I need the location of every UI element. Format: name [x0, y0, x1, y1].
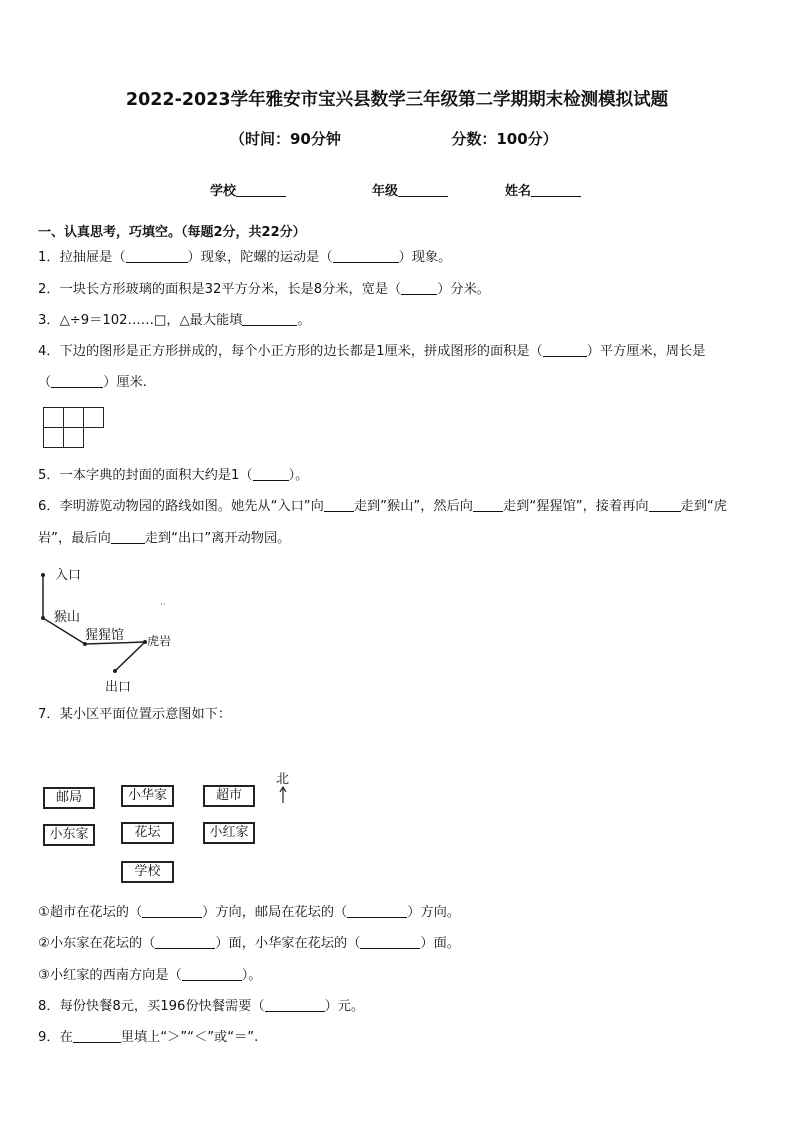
- question-6-cont: 岩”，最后向 走到“出口”离开动物园。: [38, 531, 291, 546]
- map-xiaohong-home: 小红家: [203, 822, 255, 844]
- name-field: [505, 180, 581, 199]
- question-2: 2．一块长方形玻璃的面积是32平方分米，长是8分米，宽是（ ）分米。: [38, 282, 490, 297]
- map-xiaodong-home: 小东家: [43, 824, 95, 846]
- answer-blank[interactable]: [142, 903, 202, 918]
- question-4-cont: （ ）厘米.: [38, 375, 147, 390]
- north-arrow-icon: [278, 786, 288, 804]
- unit-square: [43, 427, 64, 448]
- north-label: 北: [276, 772, 290, 787]
- exit-dot: [113, 669, 117, 673]
- answer-blank[interactable]: [253, 466, 289, 481]
- answer-blank[interactable]: [473, 497, 503, 512]
- answer-blank[interactable]: [126, 248, 188, 263]
- grade-blank[interactable]: [398, 182, 448, 197]
- answer-blank[interactable]: [347, 903, 407, 918]
- exit-label: 出口: [105, 680, 132, 695]
- grade-label: 年级: [372, 184, 399, 199]
- entrance-dot: [41, 573, 45, 577]
- map-xiaohua-home: 小华家: [121, 785, 174, 807]
- question-7-1: ①超市在花坛的（ ）方向，邮局在花坛的（ ）方向。: [38, 905, 460, 920]
- school-field: [210, 180, 286, 199]
- unit-square: [43, 407, 64, 428]
- question-1: 1．拉抽屉是（ ）现象，陀螺的运动是（ ）现象。: [38, 250, 452, 265]
- answer-blank[interactable]: [649, 497, 681, 512]
- map-flower-bed: 花坛: [121, 822, 174, 844]
- map-post-office: 邮局: [43, 787, 95, 809]
- name-blank[interactable]: [531, 182, 581, 197]
- answer-blank[interactable]: [73, 1028, 121, 1043]
- monkey-label: 猴山: [54, 610, 81, 625]
- answer-blank[interactable]: [324, 497, 354, 512]
- map-school: 学校: [121, 861, 174, 883]
- answer-blank[interactable]: [155, 934, 215, 949]
- answer-blank[interactable]: [333, 248, 399, 263]
- school-blank[interactable]: [236, 182, 286, 197]
- answer-blank[interactable]: [182, 966, 242, 981]
- question-8: 8．每份快餐8元，买196份快餐需要（ ）元。: [38, 999, 365, 1014]
- name-label: 姓名: [505, 184, 532, 199]
- answer-blank[interactable]: [401, 280, 437, 295]
- question-7-2: ②小东家在花坛的（ ）面，小华家在花坛的（ ）面。: [38, 936, 460, 951]
- unit-square: [83, 407, 104, 428]
- question-6: 6．李明游览动物园的路线如图。她先从“入口”向 走到”猴山”，然后向 走到“猩猩馆”，接着再向 走到“虎: [38, 499, 727, 514]
- question-9: 9．在 里填上“＞”“＜”或“＝”.: [38, 1030, 259, 1045]
- school-label: 学校: [210, 184, 237, 199]
- question-5: 5．一本字典的封面的面积大约是1（ ）。: [38, 468, 309, 483]
- gorilla-label: 猩猩馆: [85, 628, 125, 643]
- exam-meta: [230, 128, 558, 149]
- entrance-label: 入口: [55, 568, 82, 583]
- time-limit: （时间：90分钟: [230, 130, 341, 148]
- answer-blank[interactable]: [111, 529, 145, 544]
- question-7-3: ③小红家的西南方向是（ ）。: [38, 968, 262, 983]
- page-title: 2022-2023学年雅安市宝兴县数学三年级第二学期期末检测模拟试题: [125, 90, 669, 110]
- answer-blank[interactable]: [242, 311, 297, 326]
- answer-blank[interactable]: [360, 934, 420, 949]
- map-supermarket: 超市: [203, 785, 255, 807]
- answer-blank[interactable]: [51, 373, 103, 388]
- question-7: 7．某小区平面位置示意图如下：: [38, 707, 232, 722]
- section-heading: 一、认真思考，巧填空。（每题2分，共22分）: [38, 225, 306, 240]
- question-3: 3．△÷9＝102……□，△最大能填 。: [38, 313, 311, 328]
- unit-square: [63, 407, 84, 428]
- answer-blank[interactable]: [543, 342, 587, 357]
- grade-field: [372, 180, 448, 199]
- tiger-label: 虎岩: [147, 634, 172, 648]
- total-score: 分数：100分）: [451, 130, 558, 148]
- monkey-dot: [41, 616, 45, 620]
- stray-dots: ··: [160, 600, 166, 610]
- question-4: 4．下边的图形是正方形拼成的，每个小正方形的边长都是1厘米，拼成图形的面积是（ ）平方厘米，周长是: [38, 344, 706, 359]
- unit-square: [63, 427, 84, 448]
- answer-blank[interactable]: [265, 997, 325, 1012]
